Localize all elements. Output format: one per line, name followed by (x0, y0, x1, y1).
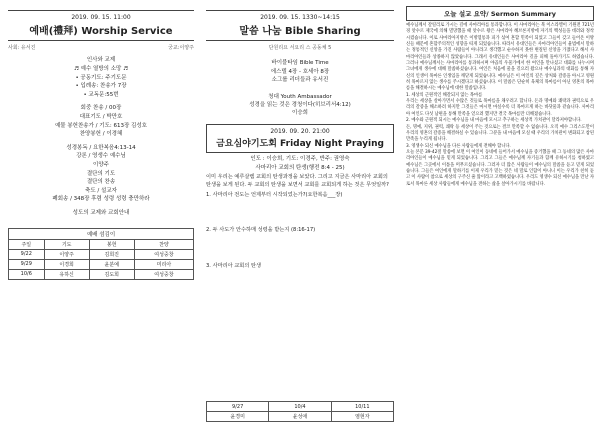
sharing-header (206, 10, 394, 41)
worship-leaders (8, 44, 194, 51)
worship-order-item: 대표기도 / 박만호 (79, 113, 123, 120)
bible-time-block (206, 59, 394, 84)
answer-space (206, 235, 394, 261)
worship-leader-right: 궁교:이양주 (168, 45, 194, 52)
sharing-column (200, 0, 400, 424)
summary-title: 오늘 설교 요약/ Sermon Summary (406, 6, 594, 21)
worship-order-item: 인사와 교제 (86, 57, 116, 64)
worship-order-item: 축도 / 설교자 (85, 187, 117, 194)
worship-order-item: 찬양봉헌 / 이경혜 (79, 131, 123, 138)
worship-order-item: • 공동기도: 주기도문 (75, 74, 127, 81)
service-table-header: 기도 (44, 239, 89, 249)
worship-order-item: 결단의 찬송 (86, 179, 116, 186)
service-table-cell: 9/29 (9, 259, 45, 269)
worship-leader-left: 사회: 유서진 (8, 45, 36, 52)
youth-line: 청대 Youth Ambassador (268, 93, 332, 100)
service-table-head (9, 239, 194, 249)
sharing-date: 2019. 09. 15. 1330~14:15 (260, 14, 340, 21)
sharing-title: 말씀 나눔 Bible Sharing (239, 26, 361, 38)
answer-space (206, 199, 394, 225)
summary-section-heading: 1. 세상의 근원적인 해갈되지 않는 목마름 (406, 92, 483, 98)
friday-question: 2. 두 사도가 안수하매 성령을 받는지 (8:16-17) (206, 227, 316, 234)
friday-intro: 이미 우리는 예루살렘 교회의 탄생과정을 보았다. 그리고 지금은 사마리아 교회의 탄생을 보게 된다. 두 교회의 탄생을 보면서 교회를 교회되게 하는 것은 무엇일까? (206, 174, 389, 188)
service-table-body (9, 249, 194, 279)
worship-order-item: 강론 / 영생수 예수님 (76, 153, 126, 160)
friday-title: 금요심야기도회 Friday Night Praying (216, 139, 384, 150)
friday-date: 2019. 09. 20. 21:00 (270, 127, 330, 135)
service-table-row (9, 249, 194, 259)
prayer-schedule-row (207, 402, 394, 412)
worship-order-item: 성경봉독 / 요한복음4:13-14 (66, 144, 136, 151)
prayer-schedule-cell: 윤성애 (269, 412, 331, 422)
worship-order-item: 폐회송 / 348장 후렴 성령 성령 충만하라 (52, 196, 150, 203)
prayer-schedule-table (206, 401, 394, 422)
service-table-cell: 10/6 (9, 269, 45, 279)
prayer-schedule-cell: 염현자 (331, 412, 393, 422)
friday-lead: 인도 : 이승희, 기도: 이경주, 반주: 권영숙 (250, 156, 350, 163)
sharing-lead-text: 단원리요 서요리 스 공동체 5 (268, 45, 332, 52)
youth-block (206, 93, 394, 118)
service-table-cell: 미리아 (134, 259, 193, 269)
answer-space (206, 271, 394, 297)
friday-prayer-box (206, 124, 394, 153)
service-table-cell: 이양주 (44, 249, 89, 259)
worship-order-item: • 교독문:55번 (83, 91, 119, 98)
summary-column (400, 0, 600, 424)
summary-paragraph: 우리는 세상을 살아가면서 수많은 것들로 목마름을 채우려고 합니다. 돈과 명예와 쾌락과 권력으로 우리의 갈증을 해소하려 하지만 그것들은 마시면 마실수록 더 목마르게 하는 바닷물과 같습니다. 사마리아 여인도 다섯 남편을 통해 만족을 얻으려 했지만 결국 목마름만 더해졌습니다. (406, 99, 594, 117)
worship-order-item: 예물 봉헌찬송가 / 기도: 613장 김성호 (54, 122, 147, 129)
summary-body (406, 23, 594, 188)
service-table-cell: 유하신 (44, 269, 89, 279)
service-table-cell: 김도희 (89, 269, 134, 279)
worship-order-item: 결단의 기도 (86, 170, 116, 177)
youth-line: 성경을 읽는 것은 경청이다(히브리서4:12) (249, 102, 351, 109)
friday-questions (206, 192, 394, 297)
worship-order-item: 회중 찬송 / 00장 (80, 105, 122, 112)
friday-question: 3. 사마리아 교회의 탄생 (206, 263, 261, 270)
worship-header (8, 10, 194, 41)
worship-order-item: 이양주 (93, 161, 109, 168)
bible-time-line: 소그룹 리더들과 유서진 (271, 77, 329, 84)
prayer-schedule-cell: 윤경미 (207, 412, 269, 422)
worship-order-list (8, 56, 194, 217)
summary-section-heading: 3. 영생수 되신 예수님을 다른 사람들에게 전해야 합니다. (406, 143, 511, 149)
service-table-caption: 예배 섬김이 (8, 228, 194, 239)
friday-subtitle: 사마리아 교회의 탄생(행전 8:4 - 25) (255, 164, 345, 171)
worship-order-item: ♬ 예수 열방의 소망 ♬ (73, 66, 129, 72)
worship-date: 2019. 09. 15. 11:00 (71, 14, 131, 21)
friday-question: 1. 사마리아 전도는 언제부터 시작되었는가?(요한복음___장) (206, 191, 343, 198)
summary-paragraph: 돈, 명예, 지위, 권력, 쾌락 등 세상이 주는 것으로는 결코 만족할 수 없습니다. 오직 예수 그리스도만이 우리의 영혼의 갈증을 해결하실 수 있습니다. 그분을 내 마음에 모실 때 우리의 가치관이 변화되고 참된 만족을 누리게 됩니다. (406, 124, 594, 143)
service-table-cell: 이경희 (44, 259, 89, 269)
worship-title: 예배(禮拜) Worship Service (29, 26, 173, 38)
service-table-cell: 윤분예 (89, 259, 134, 269)
prayer-schedule-body (207, 402, 394, 422)
service-table-header: 봉헌 (89, 239, 134, 249)
prayer-schedule-cell: 9/27 (207, 402, 269, 412)
prayer-schedule-row (207, 412, 394, 422)
bible-time-line: 에스델 4장 - 호세아 8장 (270, 68, 330, 75)
service-table-cell: 여성중창 (134, 269, 193, 279)
service-table-row (9, 269, 194, 279)
service-table-cell: 김희진 (89, 249, 134, 259)
worship-column (0, 0, 200, 424)
bible-time-line: 바이블타임 Bible Time (271, 60, 329, 67)
prayer-schedule-cell: 10/11 (331, 402, 393, 412)
sharing-lead (206, 44, 394, 51)
youth-line: 이승희 (292, 110, 308, 117)
worship-order-item: • 입례송: 찬송가 7장 (75, 83, 127, 90)
summary-section-heading: 2. 예수와 근원적 되시는 예수님을 내 마음에 모시고 추구하는 세상적 가치관이 달라져야합니다. (406, 118, 582, 124)
service-table-cell: 여성중창 (134, 249, 193, 259)
service-table-cell: 9/22 (9, 249, 45, 259)
service-table-header: 주일 (9, 239, 45, 249)
service-table-row (9, 259, 194, 269)
prayer-schedule-cell: 10/4 (269, 402, 331, 412)
service-table (8, 228, 194, 280)
summary-paragraph: 예수님께서 갈릴리로 가시는 길에 사마리아를 통과합니다. 이 사마리아는 북 이스라엘이 기원전 721년경 앗수르 제국에 의해 멸망했을 때 앗수르 왕은 사마리아 혜브론지방에 자기의 백성들을 데려와 정착시켰습니다. 이로 사마리아지방은 이방혈통과 피가 섞여 혼합 민족이 되었고 그들이 갖고 들어온 이방 신들 때문에 혼합주의적인 성향을 띠게 되었습니다. 따라서 유대인들은 사마리아인들이 율법에서 말하는 정통적인 신앙을 가진 사람들이 아니라고 생각했고 순수하지 못한 변질된 신앙을 가졌다고 해서 사마리아인들과 상종하지 않았습니다. 그래서 유대인들은 사마리아 길을 피해 돌아가기도 하였습니다. 그러나 예수님께서는 사마리아를 통과하시며 야곱의 우물가에서 한 여인을 만나셨고 대화를 나누시며 그녀에게 생수에 대해 말씀하셨습니다. 여인은 처음에 물을 길으러 왔으나 예수님과의 대화를 통해 자신의 인생이 목마른 인생임을 깨닫게 되었습니다. 예수님은 이 여인의 깊은 상처와 갈증을 아시고 영원히 목마르지 않는 생수를 주시겠다고 하셨습니다. 이 말씀은 단순히 육체의 목마름이 아닌 영혼의 목마름을 해결하시는 예수님에 대한 말씀입니다. (406, 23, 594, 92)
worship-order-item: 성도의 교제와 교회안내 (72, 209, 130, 216)
summary-paragraph: 오늘 본문 39-42절 말씀에 보면 이 여인이 동네에 들어가서 예수님을 증거했을 때 그 동네의 많은 사마리아인들이 예수님을 믿게 되었습니다. 그리고 그들은 예수님께 자기들과 함께 유하시기를 청하였고 예수님은 그곳에서 이틀을 머무르셨습니다. 그러자 더 많은 사람들이 예수님의 말씀을 듣고 믿게 되었습니다. 그들은 여인에게 말하기를 이제 우리가 믿는 것은 네 말로 인함이 아니니 이는 우리가 친히 듣고 이 사람이 참으로 세상의 구주신 줄 앎이라고 고백하였습니다. 우리도 영생수 되신 예수님을 만난 자로서 목마른 세상 사람들에게 예수님을 전하는 삶을 살아가시기를 바랍니다. (406, 149, 594, 187)
service-table-header: 찬양 (134, 239, 193, 249)
